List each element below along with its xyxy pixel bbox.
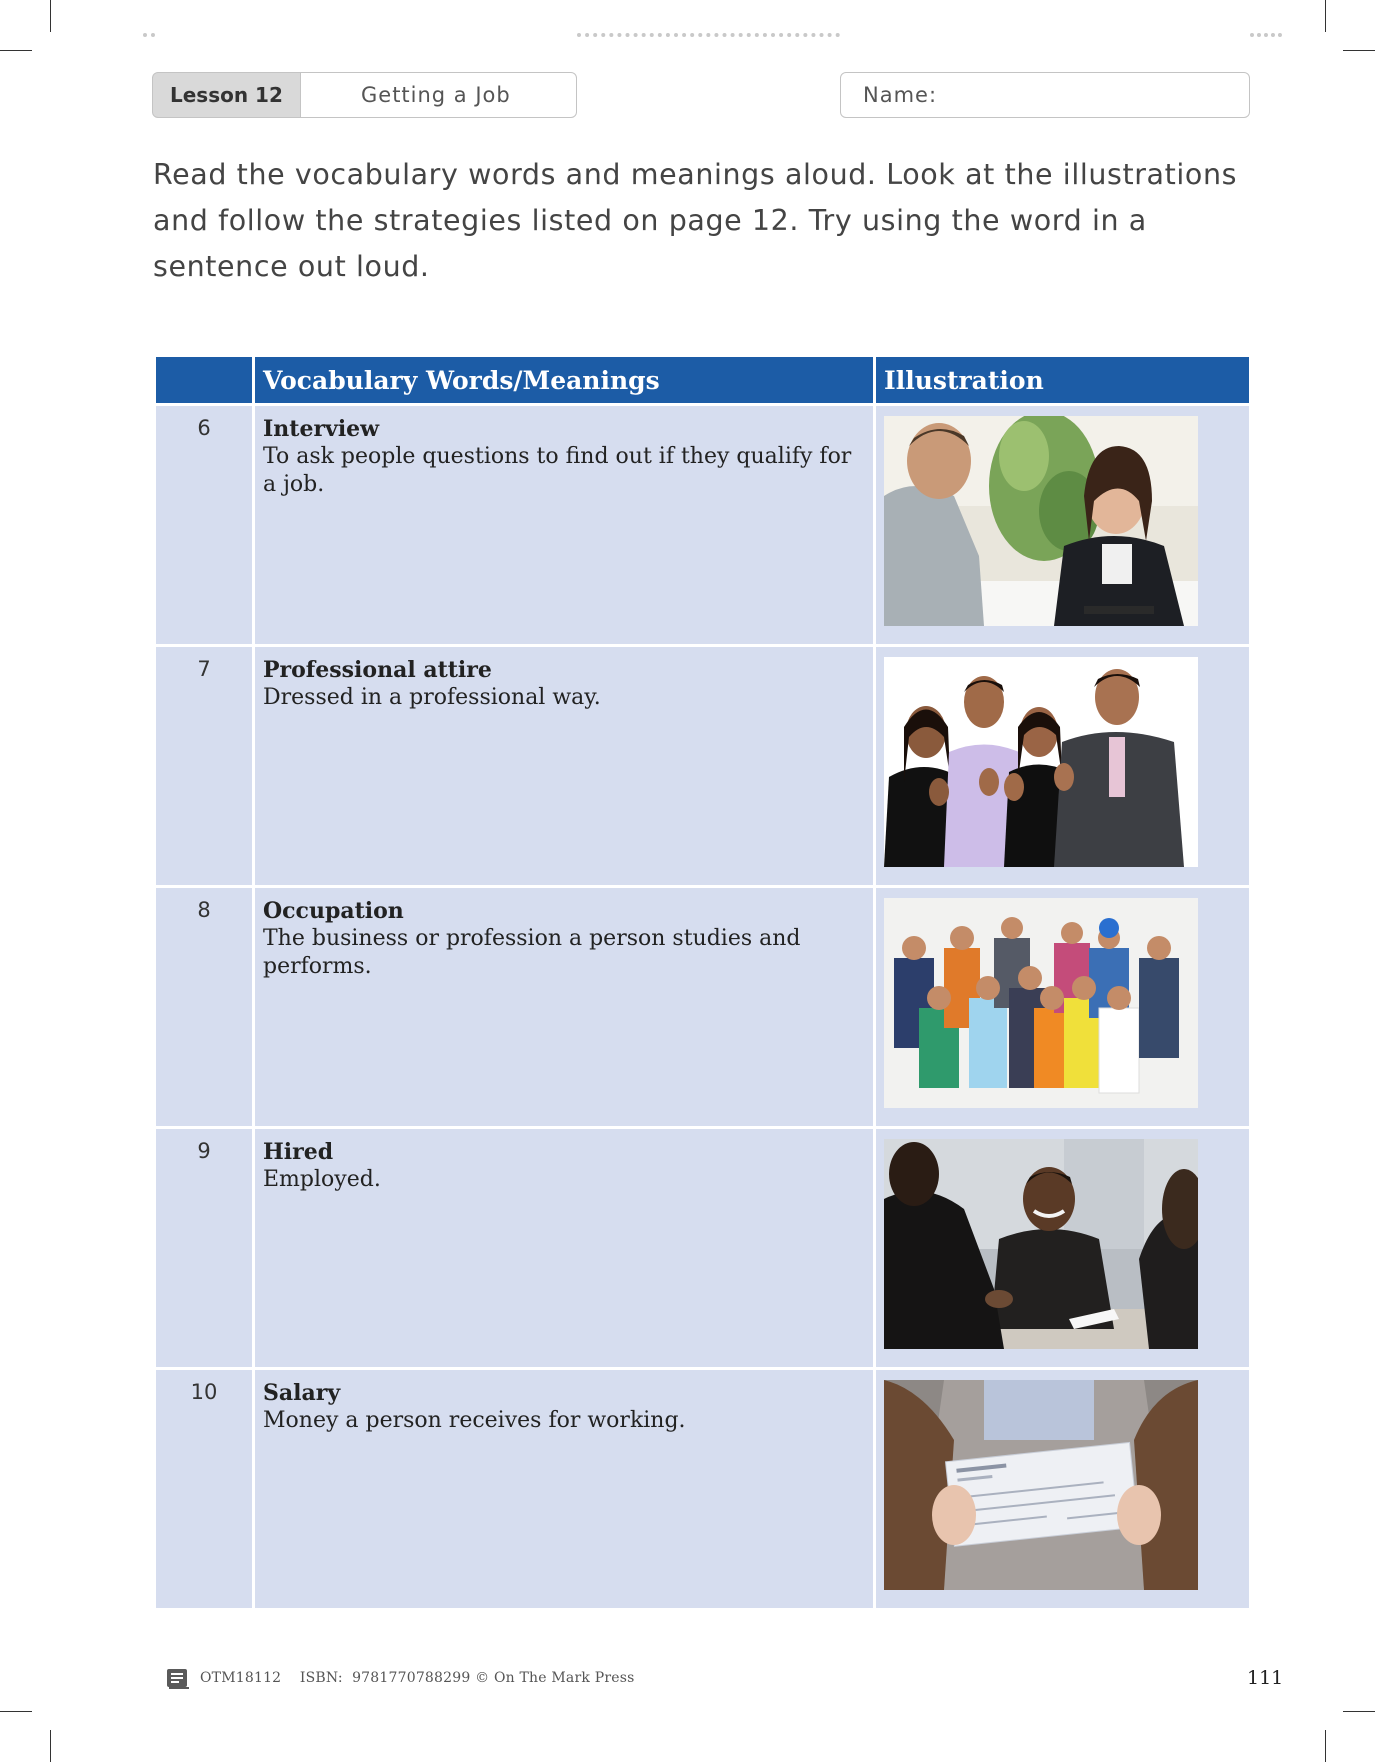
illustration-cell	[875, 405, 1251, 646]
crop-mark	[1343, 50, 1375, 51]
illustration-cell	[875, 646, 1251, 887]
professional-attire-photo	[884, 657, 1198, 867]
vocabulary-word: Hired	[263, 1139, 334, 1165]
table-row	[155, 405, 1251, 646]
interview-photo	[884, 416, 1198, 626]
illustration-cell	[875, 1369, 1251, 1610]
vocabulary-meaning: Money a person receives for working.	[263, 1408, 686, 1433]
vocabulary-cell	[254, 405, 875, 646]
table-row	[155, 887, 1251, 1128]
vocabulary-meaning: The business or profession a person studies and performs.	[263, 926, 801, 979]
illustration-cell	[875, 1128, 1251, 1369]
vocabulary-meaning: Employed.	[263, 1167, 381, 1192]
crop-mark	[50, 0, 51, 32]
illustration-cell	[875, 887, 1251, 1128]
table-row	[155, 1369, 1251, 1610]
table-row	[155, 1128, 1251, 1369]
paycheck-photo	[884, 1380, 1198, 1590]
vocabulary-word: Interview	[263, 416, 380, 442]
name-field[interactable]: Name:	[840, 72, 1250, 118]
vocabulary-cell	[254, 1369, 875, 1610]
table-header-row	[155, 356, 1251, 405]
crop-mark	[50, 1730, 51, 1762]
dotted-line	[577, 33, 840, 37]
crop-mark	[0, 50, 32, 51]
row-number: 8	[155, 887, 254, 1128]
row-number: 9	[155, 1128, 254, 1369]
page-number: 111	[1247, 1667, 1284, 1689]
vocabulary-cell	[254, 1128, 875, 1369]
crop-mark	[1325, 0, 1326, 32]
book-icon	[166, 1668, 190, 1690]
row-number: 7	[155, 646, 254, 887]
vocabulary-meaning: To ask people questions to find out if they qualify for a job.	[263, 444, 852, 497]
vocabulary-cell	[254, 887, 875, 1128]
vocabulary-cell	[254, 646, 875, 887]
lesson-topic: Getting a Job	[300, 72, 577, 118]
instructions: Read the vocabulary words and meanings aloud. Look at the illustrations and follow the strategies listed on page 12. Try using the word in a sentence out loud.	[153, 158, 1238, 283]
dotted-line	[143, 33, 155, 37]
row-number: 6	[155, 405, 254, 646]
lesson-label: Lesson 12	[152, 72, 301, 118]
occupations-group-photo	[884, 898, 1198, 1108]
footer-copyright: OTM18112 ISBN: 9781770788299 © On The Mark Press	[200, 1670, 635, 1686]
illustration-column-header: Illustration	[875, 356, 1251, 405]
crop-mark	[1343, 1711, 1375, 1712]
vocabulary-meaning: Dressed in a professional way.	[263, 685, 601, 710]
vocabulary-word: Salary	[263, 1380, 341, 1406]
table-row	[155, 646, 1251, 887]
row-number: 10	[155, 1369, 254, 1610]
number-column-header	[155, 356, 254, 405]
crop-mark	[0, 1711, 32, 1712]
vocabulary-table	[153, 354, 1252, 1611]
vocabulary-word: Professional attire	[263, 657, 492, 683]
crop-mark	[1325, 1730, 1326, 1762]
vocabulary-word: Occupation	[263, 898, 404, 924]
vocabulary-column-header: Vocabulary Words/Meanings	[254, 356, 875, 405]
handshake-hired-photo	[884, 1139, 1198, 1349]
dotted-line	[1250, 33, 1282, 37]
